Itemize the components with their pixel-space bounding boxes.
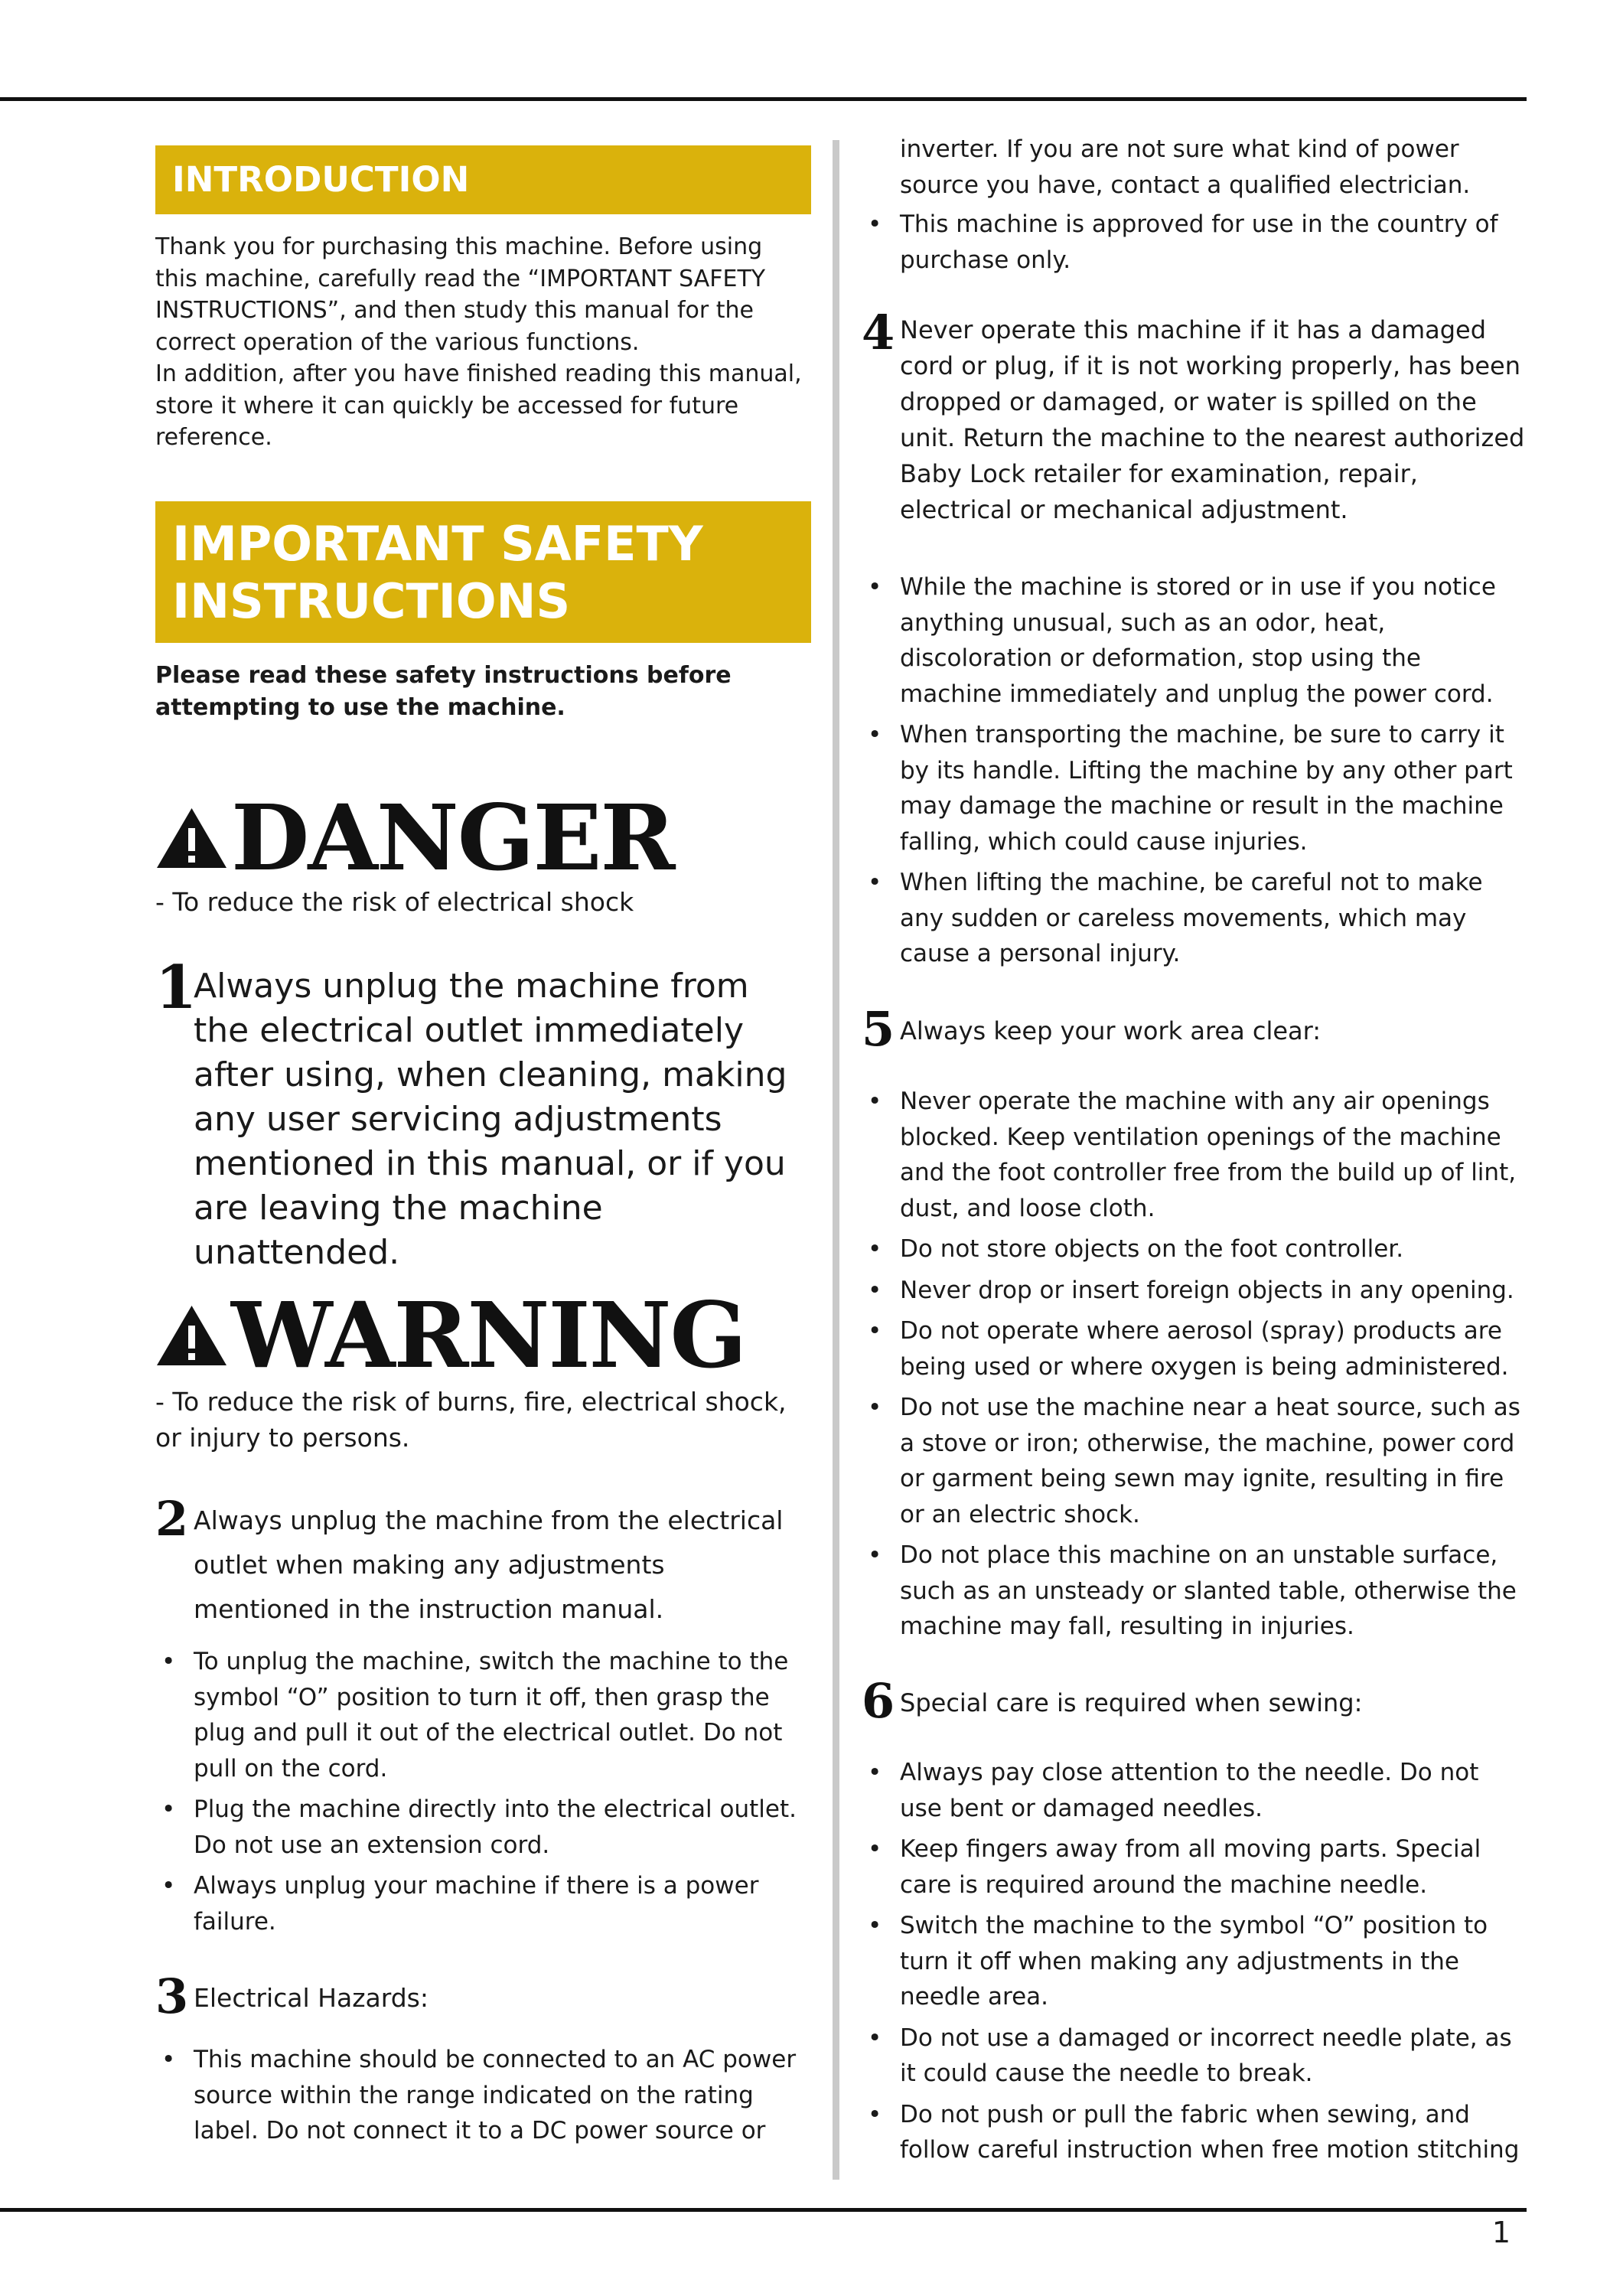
- warning-triangle-icon: [155, 1304, 228, 1367]
- important-safety-heading: [155, 501, 811, 643]
- list-item: • Always unplug your machine if there is a power failure.: [155, 1868, 811, 1939]
- warning-subtitle: - To reduce the risk of burns, fire, electrical shock, or injury to persons.: [155, 1387, 787, 1453]
- column-divider: [833, 140, 839, 2180]
- warning-signal: [155, 1282, 746, 1388]
- list-item: • Plug the machine directly into the electrical outlet. Do not use an extension cord.: [155, 1792, 811, 1863]
- top-rule: [0, 97, 1527, 101]
- step-number: 1: [155, 953, 197, 1022]
- list-item: • Never drop or insert foreign objects in any opening.: [862, 1273, 1527, 1309]
- list-item: • While the machine is stored or in use if you notice anything unusual, such as an odor, heat, discoloration or deformation, stop using the machine immediately and unplug the power cord.: [862, 569, 1527, 712]
- step-number: 6: [862, 1673, 895, 1729]
- step-number: 2: [155, 1491, 189, 1547]
- step-4-bullets: [862, 569, 1527, 977]
- step-3: [155, 1968, 811, 2024]
- step-text: Always keep your work area clear:: [900, 1016, 1322, 1045]
- danger-signal: [155, 784, 674, 891]
- step-6-bullets: [862, 1755, 1527, 2174]
- step-number: 3: [155, 1968, 189, 2024]
- step-4: [862, 305, 1527, 528]
- warning-triangle-icon: [155, 807, 228, 869]
- danger-subtitle: - To reduce the risk of electrical shock: [155, 887, 634, 917]
- list-item: • Always pay close attention to the needle. Do not use bent or damaged needles.: [862, 1755, 1527, 1826]
- list-item: • Keep fingers away from all moving parts. Special care is required around the machine needle.: [862, 1831, 1527, 1903]
- step-1: [155, 953, 811, 1275]
- step-text: Always unplug the machine from the electrical outlet immediately after using, when cleaning, making any user servicing adjustments mentioned in this manual, or if you are leaving the machine unattended.: [194, 967, 787, 1272]
- list-item: • Do not push or pull the fabric when sewing, and follow careful instruction when free motion stitching: [862, 2097, 1527, 2168]
- introduction-heading: INTRODUCTION: [155, 145, 811, 214]
- important-safety-heading-line2: INSTRUCTIONS: [172, 573, 571, 629]
- list-item: • Switch the machine to the symbol “O” position to turn it off when making any adjustments in the needle area.: [862, 1908, 1527, 2015]
- step-text: Never operate this machine if it has a damaged cord or plug, if it is not working properly, has been dropped or damaged, or water is spilled on the unit. Return the machine to the nearest authorized Baby Lock retailer for examination, repair, electrical or mechanical adjustment.: [900, 315, 1525, 524]
- introduction-body: Thank you for purchasing this machine. Before using this machine, carefully read the “IMPORTANT SAFETY INSTRUCTIONS”, and then study this manual for the correct operation of the various functions. In addition, after you have finished reading this manual, store it where it can quickly be accessed for future reference.: [155, 233, 802, 451]
- danger-title: DANGER: [231, 784, 674, 891]
- list-item: • Never operate the machine with any air openings blocked. Keep ventilation openings of the machine and the foot controller free from the build up of lint, dust, and loose cloth.: [862, 1084, 1527, 1226]
- step-5-bullets: [862, 1084, 1527, 1650]
- step-6: [862, 1673, 1527, 1729]
- step-number: 4: [862, 305, 895, 360]
- list-item: • Do not use a damaged or incorrect needle plate, as it could cause the needle to break.: [862, 2020, 1527, 2092]
- step-text: Always unplug the machine from the electrical outlet when making any adjustments mentioned in the instruction manual.: [194, 1505, 784, 1624]
- step-3-bullets-continued: [862, 207, 1527, 283]
- list-item: • Do not operate where aerosol (spray) products are being used or where oxygen is being administered.: [862, 1313, 1527, 1384]
- list-item: • Do not use the machine near a heat source, such as a stove or iron; otherwise, the machine, power cord or garment being sewn may ignite, resulting in fire or an electric shock.: [862, 1390, 1527, 1532]
- list-item: • This machine should be connected to an AC power source within the range indicated on the rating label. Do not connect it to a DC power source or: [155, 2042, 811, 2149]
- step-number: 5: [862, 1001, 895, 1057]
- list-item: • Do not store objects on the foot controller.: [862, 1231, 1527, 1267]
- step-2-bullets: [155, 1644, 811, 1945]
- step-3-bullets: [155, 2042, 811, 2154]
- bottom-rule: [0, 2208, 1527, 2212]
- step-5: [862, 1001, 1527, 1057]
- page-number: 1: [1491, 2216, 1511, 2249]
- safety-note: Please read these safety instructions before attempting to use the machine.: [155, 662, 732, 721]
- step-text: Electrical Hazards:: [194, 1983, 429, 2013]
- list-item: • This machine is approved for use in the country of purchase only.: [862, 207, 1527, 278]
- list-item: • When lifting the machine, be careful not to make any sudden or careless movements, which may cause a personal injury.: [862, 865, 1527, 972]
- step-2: [155, 1491, 811, 1632]
- important-safety-heading-line1: IMPORTANT SAFETY: [172, 516, 703, 572]
- list-item: • When transporting the machine, be sure to carry it by its handle. Lifting the machine by any other part may damage the machine or result in the machine falling, which could cause injuries.: [862, 717, 1527, 859]
- warning-title: WARNING: [231, 1282, 746, 1388]
- list-item: • Do not place this machine on an unstable surface, such as an unsteady or slanted table, otherwise the machine may fall, resulting in injuries.: [862, 1538, 1527, 1645]
- step-text: Special care is required when sewing:: [900, 1688, 1363, 1717]
- list-item: • To unplug the machine, switch the machine to the symbol “O” position to turn it off, then grasp the plug and pull it out of the electrical outlet. Do not pull on the cord.: [155, 1644, 811, 1786]
- step-3-continuation: inverter. If you are not sure what kind of power source you have, contact a qualified electrician.: [900, 135, 1471, 199]
